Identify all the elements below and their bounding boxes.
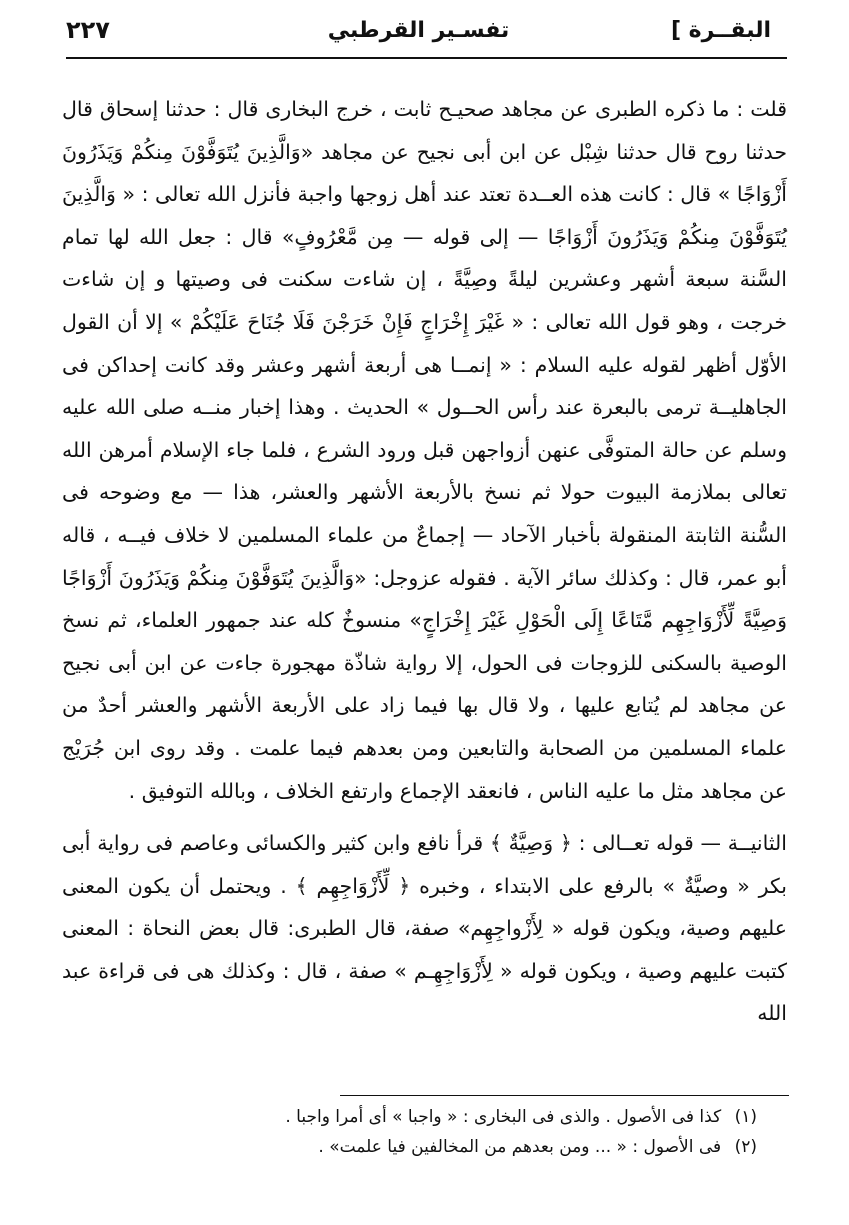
header-divider: [66, 57, 787, 59]
footnote-text: فى الأصول : « ... ومن بعدهم من المخالفين فيا علمت» .: [318, 1137, 722, 1157]
footnote: [62, 1102, 757, 1132]
main-text: [62, 88, 787, 1035]
page-header: [66, 12, 771, 54]
book-title: تفسـير القرطبي: [327, 18, 510, 43]
surah-name: البقــرة ]: [670, 18, 771, 43]
footnote-number: (٢): [734, 1137, 757, 1157]
paragraph: الثانيــة — قوله تعــالى : ﴿ وَصِيَّةٌ ﴾ قرأ نافع وابن كثير والكسائى وعاصم فى رواية أبى بكر « وصيَّةٌ » بالرفع على الابتداء ، وخبره ﴿ لِّأَزْوَاجِهِم ﴾ . ويحتمل أن يكون المعنى عليهم وصية، ويكون قوله « لِأَزْواجِهِم» صفة، قال الطبرى: قال بعض النحاة : المعنى كتبت عليهم وصية ، ويكون قوله « لِأَزْوَاجِهِـم » صفة ، قال : وكذلك هى فى قراءة عبد الله: [62, 831, 787, 1026]
footnote-number: (١): [734, 1107, 757, 1127]
page-number: ٢٢٧: [66, 16, 110, 44]
footnote-divider: [340, 1095, 789, 1096]
paragraph: قلت : ما ذكره الطبرى عن مجاهد صحيـح ثابت ، خرج البخارى قال : حدثنا إسحاق قال حدثنا روح قال حدثنا شِبْل عن ابن أبى نجيح عن مجاهد «وَالَّذِينَ يُتَوَفَّوْنَ مِنكُمْ وَيَذَرُونَ أَزْوَاجًا » قال : كانت هذه العــدة تعتد عند أهل زوجها واجبة فأنزل الله تعالى : « وَالَّذِينَ يُتَوَفَّوْنَ مِنكُمْ وَيَذَرُونَ أَزْوَاجًا — إلى قوله — مِن مَّعْرُوفٍ» قال : جعل الله لها تمام السَّنة سبعة أشهر وعشرين ليلةً وصِيَّةً ، إن شاءت سكنت فى وصيتها و إن شاءت خرجت ، وهو قول الله تعالى : « غَيْرَ إِخْرَاجٍ فَإِنْ خَرَجْنَ فَلَا جُنَاحَ عَلَيْكُمْ » إلا أن القول الأوّل أظهر لقوله عليه السلام : « إنمــا هى أربعة أشهر وعشر وقد كانت إحداكن فى الجاهليــة ترمى بالبعرة عند رأس الحــول » الحديث . وهذا إخبار منــه صلى الله عليه وسلم عن حالة المتوفَّى عنهن أزواجهن قبل ورود الشرع ، فلما جاء الإسلام أمرهن الله تعالى بملازمة البيوت حولا ثم نسخ بالأربعة الأشهر والعشر، هذا — مع وضوحه فى السُّنة الثابتة المنقولة بأخبار الآحاد — إجماعٌ من علماء المسلمين لا خلاف فيــه ، قاله أبو عمر، قال : وكذلك سائر الآية . فقوله عزوجل: «وَالَّذِينَ يُتَوَفَّوْنَ مِنكُمْ وَيَذَرُونَ أَزْوَاجًا وَصِيَّةً لِّأَزْوَاجِهِم مَّتَاعًا إِلَى الْحَوْلِ غَيْرَ إِخْرَاجٍ» منسوخٌ كله عند جمهور العلماء، ثم نسخ الوصية بالسكنى للزوجات فى الحول، إلا رواية شاذّة مهجورة جاءت عن ابن أبى نجيح عن مجاهد لم يُتابع عليها ، ولا قال بها فيما زاد على الأربعة الأشهر والعشر أحدٌ من علماء المسلمين من الصحابة والتابعين ومن بعدهم فيما علمت . وقد روى ابن جُرَيْج عن مجاهد مثل ما عليه الناس ، فانعقد الإجماع وارتفع الخلاف ، وبالله التوفيق .: [62, 97, 787, 803]
footnotes: [62, 1102, 757, 1162]
footnote: [62, 1132, 757, 1162]
footnote-text: كذا فى الأصول . والذى فى البخارى : « واجبا » أى أمرا واجبا .: [285, 1107, 722, 1127]
